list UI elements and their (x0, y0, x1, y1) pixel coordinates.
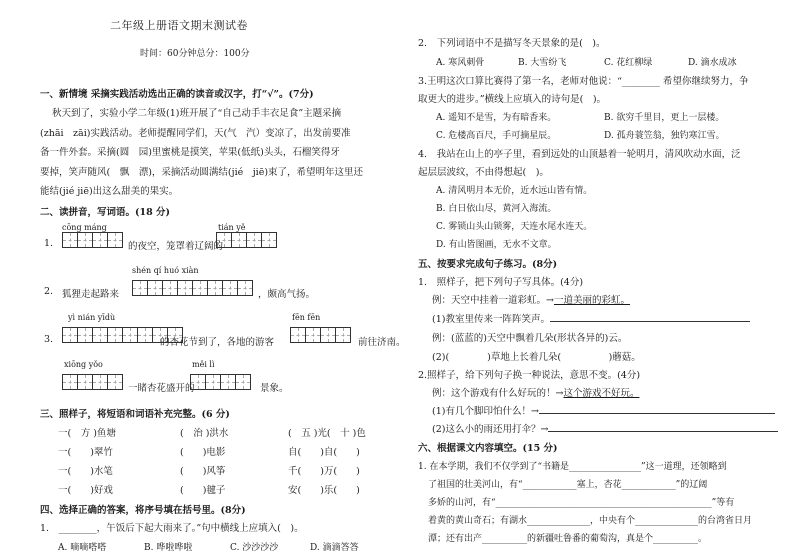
passage-line: 能结(jié jiē)出这么甜美的果实。 (40, 186, 179, 197)
section-4-heading: 四、选择正确的答案，将序号填在括号里。(8分) (40, 505, 246, 516)
example-line (432, 292, 630, 306)
example-prefix: 例：这个游戏有什么好玩的！→ (432, 388, 564, 399)
question-text: 的杏花节到了，各地的游客 (160, 337, 275, 348)
answer-grid[interactable] (62, 232, 122, 248)
example-answer: 这个游戏不好玩。 (563, 388, 640, 399)
passage-line: 备一件外套。采摘(圆 园)里蜜桃是摸笑，苹果(低纸)头头，石榴笑得牙 (40, 147, 340, 158)
question-text: 3.王明这次口算比赛得了第一名，老师对他说：“________ 希望你继续努力，争 (418, 76, 749, 87)
fill-item[interactable]: 一( )水笔 (58, 466, 113, 477)
question-text: 1. 照样子，把下列句子写具体。(4分) (418, 277, 584, 288)
pinyin: shén qí huó xiàn (132, 266, 199, 275)
passage-line: 秋天到了，实验小学二年级(1)班开展了“自己动手丰衣足食”主题采摘 (52, 108, 342, 119)
section-2-heading: 二、读拼音，写词语。(18 分) (40, 207, 171, 218)
fill-line[interactable]: 着黄的黄山奇石；有湖水______________，中央有个______________的台湾省日月 (428, 516, 753, 526)
option[interactable]: D. 滴滴答答 (310, 543, 359, 553)
option[interactable]: B. 大雪纷飞 (518, 58, 567, 68)
passage-line: 要掉，笑声随风( 飘 漂)，采摘活动圆满结(jié jiē)束了，希望明年这里还 (40, 166, 364, 178)
sentence-item[interactable]: (2)( )草地上长着几朵( )蘑菇。 (432, 352, 641, 363)
fill-item[interactable]: ( 治 )洪水 (180, 428, 229, 439)
option[interactable]: C. 沙沙沙沙 (230, 543, 279, 553)
question-number: 1. (44, 238, 54, 249)
section-1-heading: 一、新情境 采摘实践活动选出正确的读音或汉字，打“√”。(7分) (40, 89, 314, 100)
right-column (418, 0, 770, 557)
page-title: 二年级上册语文期末测试卷 (110, 19, 248, 32)
fill-item[interactable]: 千( )万( ) (288, 466, 360, 477)
question-text: 4. 我站在山上的亭子里，看到远处的山顶悬着一轮明月，清风吹动水面，泛 (418, 149, 741, 160)
question-text: 景象。 (260, 383, 289, 394)
left-column (40, 0, 406, 557)
option[interactable]: A. 嘀嘀嗒嗒 (58, 543, 107, 553)
sentence-text: (1)教室里传来一阵阵笑声。 (432, 314, 550, 325)
question-text: 起层层波纹，不由得想起( )。 (418, 167, 549, 178)
option[interactable]: D. 滴水成冰 (688, 58, 737, 68)
option[interactable]: D. 有山皆图画，无水不文章。 (436, 240, 557, 250)
fill-line[interactable]: 多娇的山河，有“________________________________________________”等有 (428, 498, 735, 508)
sentence-text: (2)这么小的雨还用打伞？→ (432, 424, 549, 435)
answer-grid[interactable] (190, 374, 250, 390)
answer-grid[interactable] (62, 374, 122, 390)
answer-grid[interactable] (290, 327, 350, 343)
answer-grid[interactable] (132, 280, 252, 296)
section-5-heading: 五、按要求完成句子练习。(8分) (418, 259, 558, 270)
fill-line[interactable]: 了祖国的壮美河山，有“____________塞上，杏花____________”的辽阔 (428, 480, 708, 490)
question-text: 前往济南。 (358, 337, 406, 348)
fill-item[interactable]: ( )电影 (180, 447, 226, 458)
pinyin: fēn fēn (292, 313, 321, 322)
example-prefix: 例：天空中挂着一道彩虹。→ (432, 295, 554, 306)
pinyin: měi lì (192, 360, 215, 369)
question-text: 的夜空，笼罩着辽阔的 (128, 241, 224, 252)
option[interactable]: B. 哗啦哗啦 (144, 543, 193, 553)
answer-line[interactable] (539, 413, 775, 414)
sentence-item (432, 403, 775, 417)
option[interactable]: B. 白日依山尽，黄河入海流。 (436, 204, 557, 214)
option[interactable]: A. 遥知不是雪，为有暗香来。 (436, 113, 557, 123)
sentence-item (432, 421, 778, 435)
pinyin: cōng máng (62, 223, 107, 232)
question-text: 2.照样子，给下列句子换一种说法，意思不变。(4分) (418, 370, 641, 381)
example-line: 例：(蓝蓝的)天空中飘着几朵(形状各异的)云。 (432, 333, 628, 344)
question-text: 1. ________，午饭后下起大雨来了。”句中横线上应填入( )。 (40, 523, 304, 534)
section-3-heading: 三、照样子，将短语和词语补充完整。(6 分) (40, 409, 230, 420)
option[interactable]: C. 雾锁山头山锁雾，天连水尾水连天。 (436, 222, 593, 232)
option[interactable]: B. 欲穷千里目，更上一层楼。 (604, 113, 725, 123)
pinyin: tián yě (218, 223, 246, 232)
question-number: 3. (44, 334, 54, 345)
answer-line[interactable] (550, 321, 750, 322)
fill-line[interactable]: 1. 在本学期，我们不仅学到了“书籍是________________”这一道理，还领略到 (418, 462, 727, 472)
fill-item[interactable]: 安( )乐( ) (288, 485, 360, 496)
section-1-passage (40, 104, 380, 202)
question-text: 取更大的进步。”横线上应填入的诗句是( )。 (418, 94, 607, 105)
question-text: 一睹杏花盛开的 (128, 383, 195, 394)
fill-item[interactable]: 一( )翠竹 (58, 447, 113, 458)
option[interactable]: C. 花红柳绿 (604, 58, 653, 68)
exam-meta: 时间：60分钟总分：100分 (140, 49, 250, 59)
fill-item[interactable]: ( 五 )光( 十 )色 (288, 428, 366, 439)
question-text: ，颇高气扬。 (258, 289, 316, 300)
example-answer: 一道美丽的彩虹。 (553, 295, 630, 306)
sentence-text: (1)有几个脚印怕什么！→ (432, 406, 539, 417)
question-text: 狐狸走起路来 (62, 289, 120, 300)
passage-line: (zhāi zāi)实践活动。老师提醒同学们，天(气 汽）变凉了，出发前要准 (40, 127, 351, 139)
fill-item[interactable]: 自( )自( ) (288, 447, 360, 458)
option[interactable]: C. 危楼高百尺，手可摘星辰。 (436, 131, 557, 141)
fill-item[interactable]: 一( 方 )鱼塘 (58, 428, 116, 439)
fill-item[interactable]: ( )风筝 (180, 466, 226, 477)
fill-line[interactable]: 潭；还有出产__________的新疆吐鲁番的葡萄沟，真是个__________。 (428, 534, 708, 544)
option[interactable]: A. 寒风刺骨 (436, 58, 485, 68)
fill-item[interactable]: ( )毽子 (180, 485, 226, 496)
section-6-heading: 六、根据课文内容填空。(15 分) (418, 443, 558, 454)
fill-item[interactable]: 一( )好戏 (58, 485, 113, 496)
pinyin: xiōng yǒo (64, 360, 103, 369)
example-line (432, 385, 639, 399)
pinyin: yì nián yīdù (68, 313, 116, 322)
answer-line[interactable] (548, 431, 778, 432)
sentence-item (432, 311, 750, 325)
answer-grid[interactable] (216, 232, 276, 248)
question-number: 2. (44, 286, 54, 297)
option[interactable]: A. 清风明月本无价，近水远山皆有情。 (436, 186, 593, 196)
question-text: 2. 下列词语中不是描写冬天景象的是( )。 (418, 38, 606, 49)
option[interactable]: D. 孤舟蓑笠翁，独钓寒江雪。 (604, 131, 725, 141)
